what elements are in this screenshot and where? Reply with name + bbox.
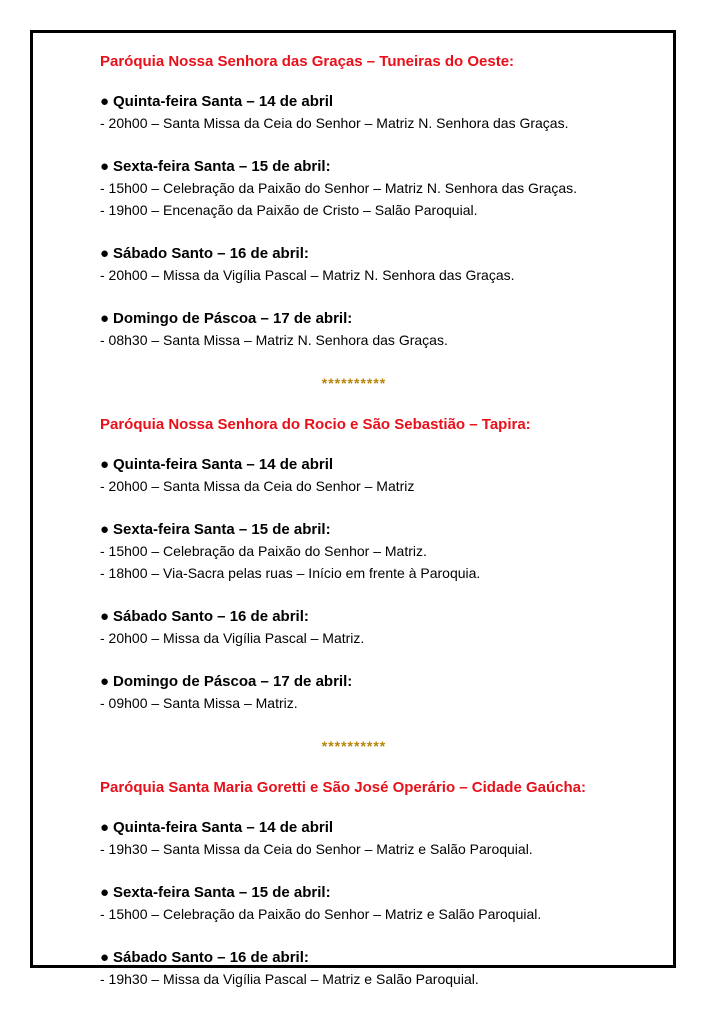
parish-section	[100, 52, 660, 352]
day-heading	[100, 607, 660, 628]
day-heading	[100, 309, 660, 330]
bullet-icon: ●	[100, 608, 110, 625]
bullet-icon: ●	[100, 949, 110, 966]
day-heading-text: Sexta-feira Santa – 15 de abril:	[113, 884, 331, 901]
day-heading	[100, 672, 660, 693]
event-line: - 09h00 – Santa Missa – Matriz.	[100, 695, 298, 711]
day-heading	[100, 883, 660, 904]
day-heading	[100, 92, 660, 113]
day-block	[100, 948, 660, 991]
day-heading	[100, 818, 660, 839]
day-block	[100, 672, 660, 715]
bullet-icon: ●	[100, 521, 110, 538]
day-heading-text: Sábado Santo – 16 de abril:	[113, 608, 309, 625]
day-heading-text: Domingo de Páscoa – 17 de abril:	[113, 310, 353, 327]
parish-section	[100, 778, 660, 991]
day-block	[100, 607, 660, 650]
event-line: - 20h00 – Missa da Vigília Pascal – Matriz N. Senhora das Graças.	[100, 267, 515, 283]
day-heading-text: Quinta-feira Santa – 14 de abril	[113, 456, 334, 473]
bullet-icon: ●	[100, 158, 110, 175]
bullet-icon: ●	[100, 673, 110, 690]
bullet-icon: ●	[100, 310, 110, 327]
day-heading	[100, 157, 660, 178]
day-heading-text: Sexta-feira Santa – 15 de abril:	[113, 158, 331, 175]
event-line: - 08h30 – Santa Missa – Matriz N. Senhora das Graças.	[100, 332, 448, 348]
day-block	[100, 244, 660, 287]
bullet-icon: ●	[100, 819, 110, 836]
event-line: - 20h00 – Santa Missa da Ceia do Senhor – Matriz	[100, 478, 415, 494]
bullet-icon: ●	[100, 884, 110, 901]
event-line: - 20h00 – Santa Missa da Ceia do Senhor – Matriz N. Senhora das Graças.	[100, 115, 569, 131]
event-line: - 15h00 – Celebração da Paixão do Senhor – Matriz.	[100, 543, 427, 559]
bullet-icon: ●	[100, 245, 110, 262]
day-block	[100, 309, 660, 352]
day-heading	[100, 948, 660, 969]
parish-title: Paróquia Nossa Senhora das Graças – Tuneiras do Oeste:	[100, 53, 515, 70]
section-separator: **********	[321, 375, 387, 391]
day-heading	[100, 244, 660, 265]
event-line: - 19h00 – Encenação da Paixão de Cristo – Salão Paroquial.	[100, 202, 478, 218]
day-heading-text: Sexta-feira Santa – 15 de abril:	[113, 521, 331, 538]
bullet-icon: ●	[100, 456, 110, 473]
event-line: - 18h00 – Via-Sacra pelas ruas – Início em frente à Paroquia.	[100, 565, 481, 581]
day-block	[100, 520, 660, 585]
day-block	[100, 92, 660, 135]
day-heading	[100, 520, 660, 541]
day-heading-text: Quinta-feira Santa – 14 de abril	[113, 93, 334, 110]
day-block	[100, 883, 660, 926]
day-heading	[100, 455, 660, 476]
event-line: - 15h00 – Celebração da Paixão do Senhor – Matriz e Salão Paroquial.	[100, 906, 542, 922]
day-heading-text: Domingo de Páscoa – 17 de abril:	[113, 673, 353, 690]
day-heading-text: Quinta-feira Santa – 14 de abril	[113, 819, 334, 836]
day-block	[100, 455, 660, 498]
event-line: - 19h30 – Santa Missa da Ceia do Senhor – Matriz e Salão Paroquial.	[100, 841, 533, 857]
day-block	[100, 818, 660, 861]
parish-title: Paróquia Santa Maria Goretti e São José Operário – Cidade Gaúcha:	[100, 779, 586, 796]
parish-section	[100, 415, 660, 715]
day-block	[100, 157, 660, 222]
day-heading-text: Sábado Santo – 16 de abril:	[113, 245, 309, 262]
bullet-icon: ●	[100, 93, 110, 110]
schedule-content	[100, 52, 660, 1013]
event-line: - 19h30 – Missa da Vigília Pascal – Matriz e Salão Paroquial.	[100, 971, 479, 987]
event-line: - 15h00 – Celebração da Paixão do Senhor – Matriz N. Senhora das Graças.	[100, 180, 578, 196]
event-line: - 20h00 – Missa da Vigília Pascal – Matriz.	[100, 630, 365, 646]
parish-title: Paróquia Nossa Senhora do Rocio e São Sebastião – Tapira:	[100, 416, 531, 433]
section-separator: **********	[321, 738, 387, 754]
day-heading-text: Sábado Santo – 16 de abril:	[113, 949, 309, 966]
